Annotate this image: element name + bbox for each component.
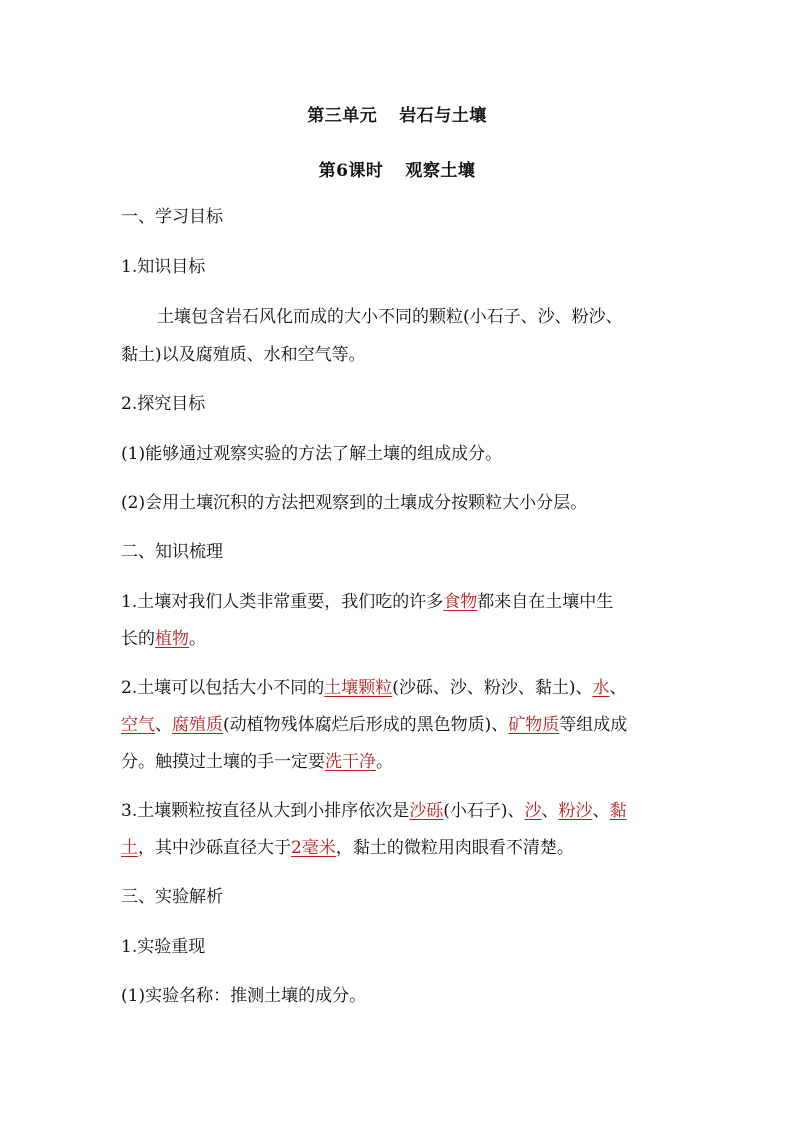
subheading-experiment-recreation: 1.实验重现	[121, 937, 206, 957]
lesson-label: 第6课时	[318, 161, 384, 181]
answer-silt: 粉沙	[558, 801, 593, 821]
answer-soil-particles: 土壤颗粒	[324, 678, 393, 698]
lesson-title	[0, 156, 794, 181]
answer-air: 空气	[121, 715, 155, 735]
answer-clay-part-1: 黏	[609, 801, 627, 821]
subheading-knowledge-goals: 1.知识目标	[121, 257, 206, 277]
text-run: 、	[592, 801, 610, 821]
lesson-name: 观察土壤	[405, 161, 476, 181]
text-run: ，黏土的微粒用肉眼看不清楚。	[335, 838, 574, 858]
answer-food: 食物	[443, 592, 478, 612]
inquiry-goal-1: (1)能够通过观察实验的方法了解土壤的组成成分。	[121, 444, 503, 464]
text-run: (沙砾、沙、粉沙、黏土)、	[392, 678, 593, 698]
text-run: ，其中沙砾直径大于	[138, 838, 291, 858]
answer-clay-part-2: 土	[121, 838, 138, 858]
text-run: 、	[541, 801, 559, 821]
text-run: 、	[155, 715, 172, 735]
text-run: 2.土壤可以包括大小不同的	[121, 678, 325, 698]
review-point-1-line-2	[121, 617, 681, 661]
answer-wash-clean: 洗干净	[325, 752, 376, 772]
text-run: 1.土壤对我们人类非常重要，我们吃的许多	[121, 592, 444, 612]
text-run: 。	[376, 752, 393, 772]
text-run: (动植物残体腐烂后形成的黑色物质)、	[223, 715, 509, 735]
answer-water: 水	[592, 678, 610, 698]
review-point-3-line-2	[121, 826, 681, 870]
knowledge-goal-line-2: 黏土)以及腐殖质、水和空气等。	[121, 345, 366, 365]
answer-plants: 植物	[155, 629, 189, 649]
text-run: 长的	[121, 629, 155, 649]
text-run: 都来自在土壤中生	[477, 592, 614, 612]
answer-sand: 沙	[524, 801, 542, 821]
subheading-inquiry-goals: 2.探究目标	[121, 394, 206, 414]
section-heading-learning-goals: 一、学习目标	[121, 207, 223, 227]
answer-2mm: 2毫米	[291, 838, 336, 858]
knowledge-goal-line-1: 土壤包含岩石风化而成的大小不同的颗粒(小石子、沙、粉沙、	[157, 307, 623, 327]
review-point-2-line-3	[121, 740, 681, 784]
text-run: (小石子)、	[443, 801, 525, 821]
text-run: 、	[609, 678, 627, 698]
text-run: 3.土壤颗粒按直径从大到小排序依次是	[121, 801, 410, 821]
unit-title	[0, 101, 794, 126]
answer-minerals: 矿物质	[508, 715, 560, 735]
text-run: 。	[189, 629, 206, 649]
section-heading-knowledge-review: 二、知识梳理	[121, 542, 223, 562]
unit-name: 岩石与土壤	[399, 106, 487, 126]
answer-humus: 腐殖质	[172, 715, 223, 735]
text-run: 等组成成	[559, 715, 628, 735]
inquiry-goal-2: (2)会用土壤沉积的方法把观察到的土壤成分按颗粒大小分层。	[121, 493, 588, 513]
section-heading-experiment-analysis: 三、实验解析	[121, 887, 223, 907]
unit-label: 第三单元	[307, 106, 378, 126]
text-run: 分。触摸过土壤的手一定要	[121, 752, 325, 772]
experiment-name: (1)实验名称：推测土壤的成分。	[121, 986, 367, 1006]
answer-gravel: 沙砾	[409, 801, 444, 821]
